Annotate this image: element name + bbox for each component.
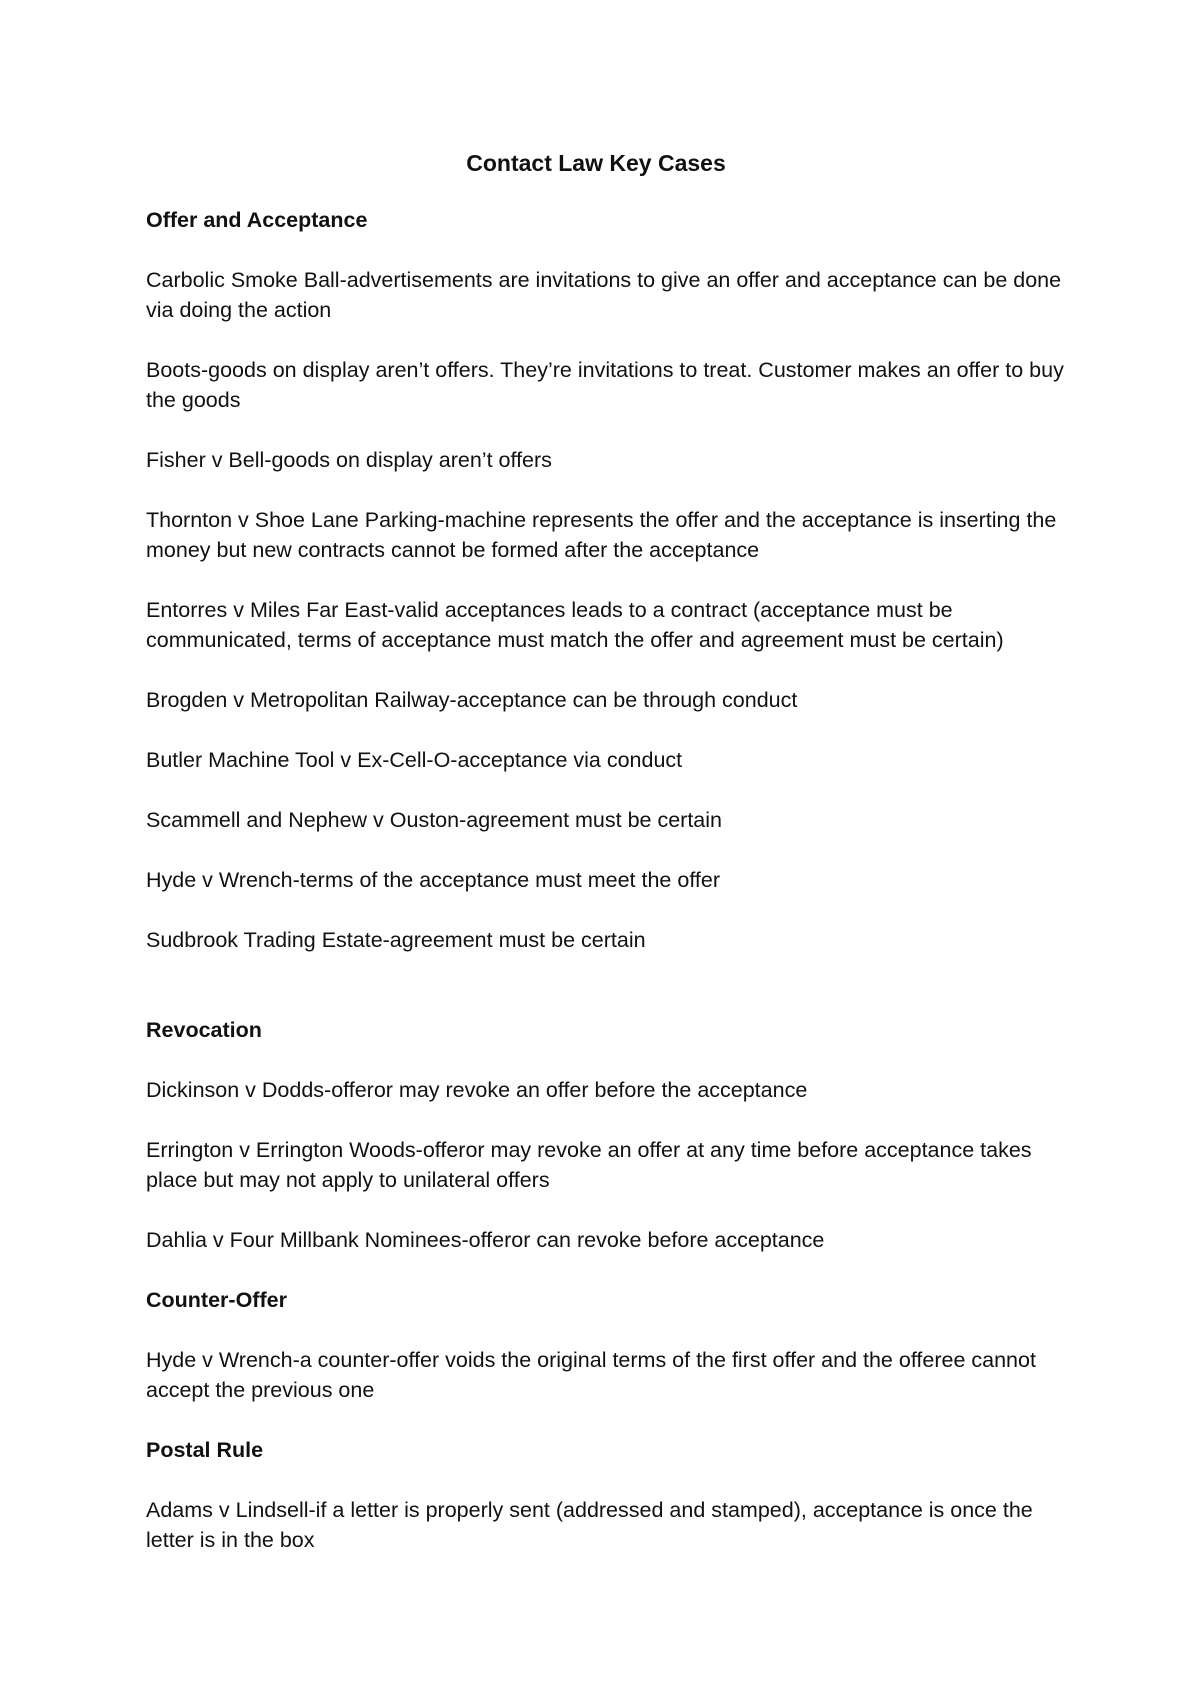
case-entry-butler-machine-tool: Butler Machine Tool v Ex-Cell-O-acceptance via conduct bbox=[146, 748, 683, 772]
section-heading-offer-and-acceptance: Offer and Acceptance bbox=[146, 208, 368, 232]
case-entry-errington-v-errington: Errington v Errington Woods-offeror may revoke an offer at any time before acceptance takes place but may not apply to unilateral offers bbox=[146, 1138, 1032, 1192]
section-heading-postal-rule: Postal Rule bbox=[146, 1438, 264, 1462]
case-entry-entorres-v-miles-far-east: Entorres v Miles Far East-valid acceptances leads to a contract (acceptance must be communicated, terms of acceptance must match the offer and agreement must be certain) bbox=[146, 598, 1004, 652]
document-body bbox=[146, 148, 1086, 1585]
case-entry-hyde-v-wrench-acceptance: Hyde v Wrench-terms of the acceptance must meet the offer bbox=[146, 868, 720, 892]
case-entry-dahlia-v-four-millbank: Dahlia v Four Millbank Nominees-offeror can revoke before acceptance bbox=[146, 1228, 825, 1252]
case-entry-sudbrook-trading-estate: Sudbrook Trading Estate-agreement must be certain bbox=[146, 928, 646, 952]
case-entry-fisher-v-bell: Fisher v Bell-goods on display aren’t offers bbox=[146, 448, 552, 472]
case-entry-carbolic-smoke-ball: Carbolic Smoke Ball-advertisements are invitations to give an offer and acceptance can be done via doing the action bbox=[146, 268, 1062, 322]
case-entry-scammell-and-nephew: Scammell and Nephew v Ouston-agreement must be certain bbox=[146, 808, 722, 832]
document-title: Contact Law Key Cases bbox=[466, 150, 726, 176]
case-entry-hyde-v-wrench-counter-offer: Hyde v Wrench-a counter-offer voids the original terms of the first offer and the offeree cannot accept the previous one bbox=[146, 1348, 1036, 1402]
case-entry-thornton-v-shoe-lane: Thornton v Shoe Lane Parking-machine represents the offer and the acceptance is inserting the money but new contracts cannot be formed after the acceptance bbox=[146, 508, 1057, 562]
case-entry-boots: Boots-goods on display aren’t offers. They’re invitations to treat. Customer makes an offer to buy the goods bbox=[146, 358, 1064, 412]
case-entry-adams-v-lindsell: Adams v Lindsell-if a letter is properly sent (addressed and stamped), acceptance is once the letter is in the box bbox=[146, 1498, 1033, 1552]
case-entry-brogden-v-metropolitan: Brogden v Metropolitan Railway-acceptance can be through conduct bbox=[146, 688, 798, 712]
section-spacer bbox=[146, 985, 1086, 1015]
case-entry-dickinson-v-dodds: Dickinson v Dodds-offeror may revoke an offer before the acceptance bbox=[146, 1078, 808, 1102]
section-heading-revocation: Revocation bbox=[146, 1018, 262, 1042]
section-heading-counter-offer: Counter-Offer bbox=[146, 1288, 287, 1312]
